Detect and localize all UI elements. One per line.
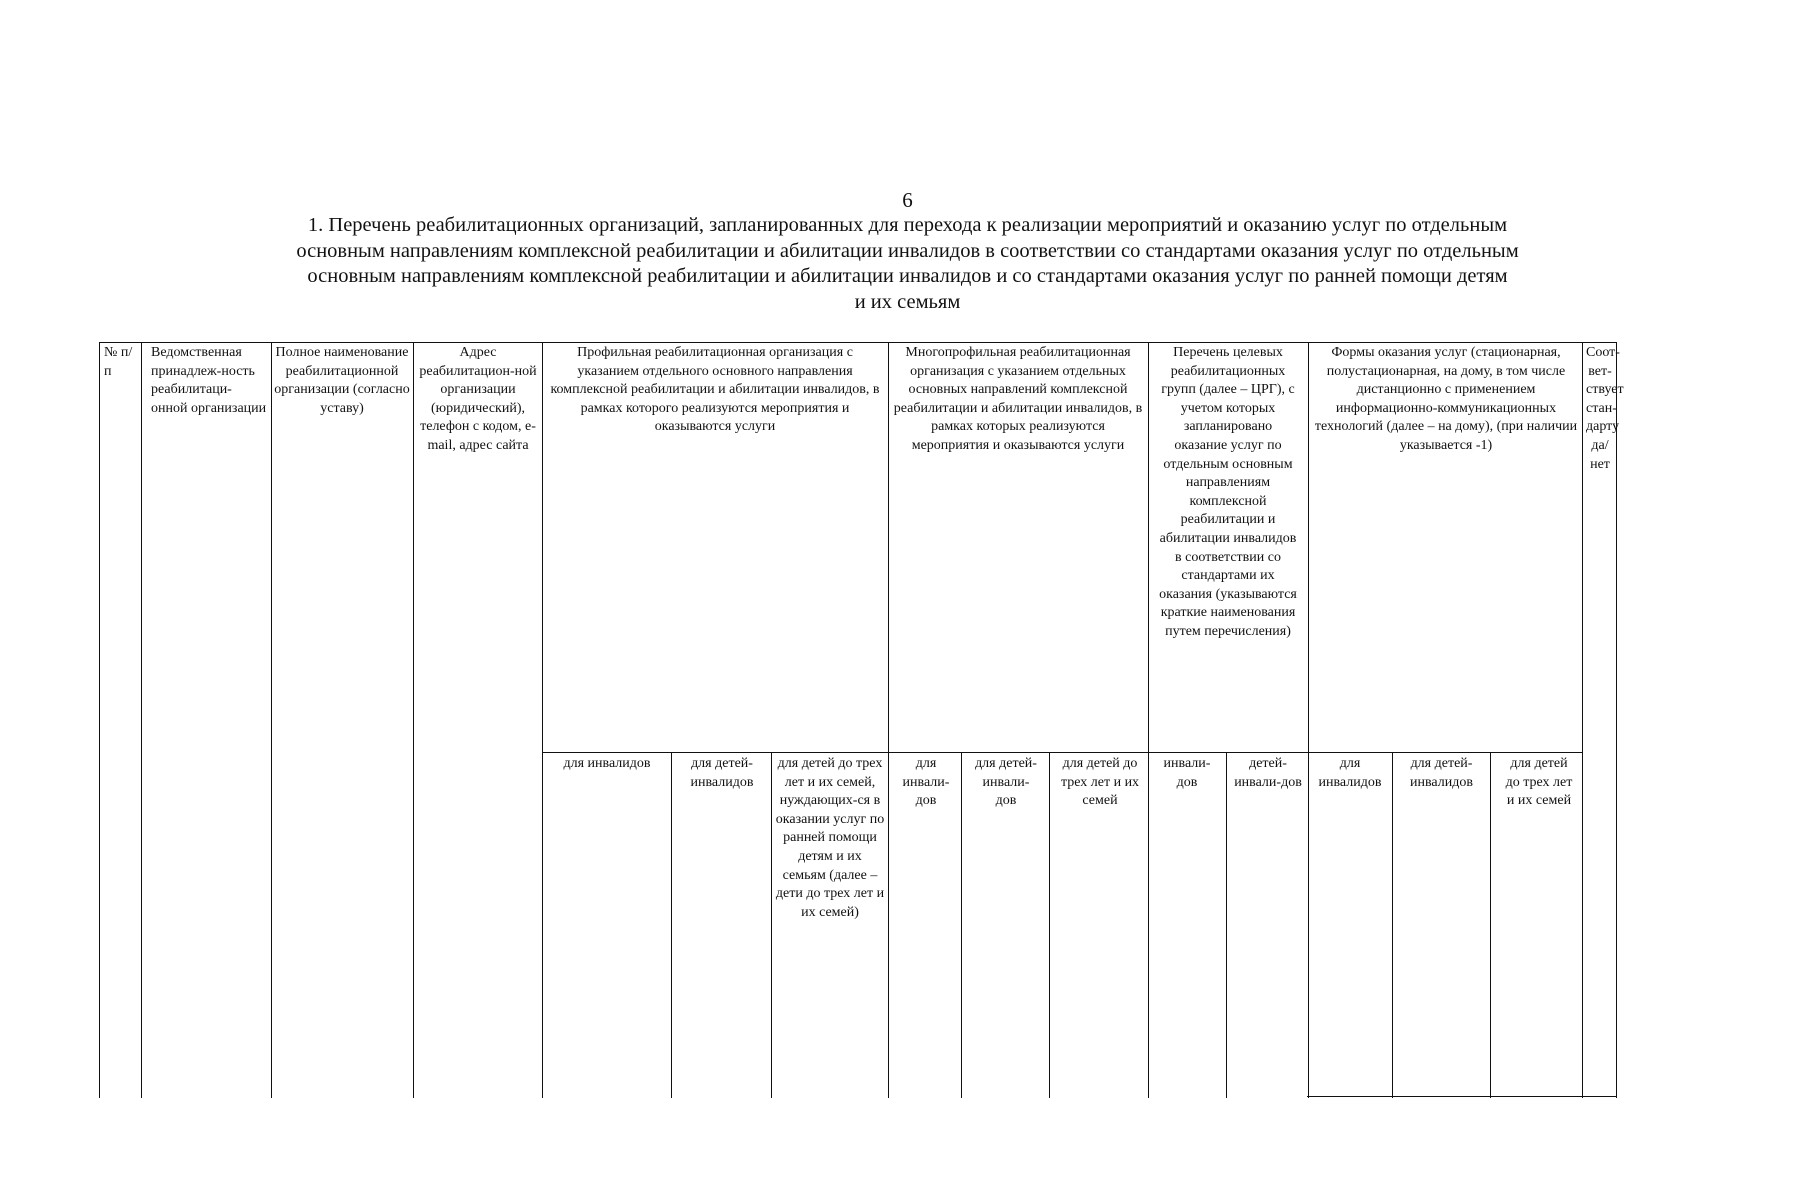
title-line-4: и их семьям — [854, 290, 961, 313]
subheader-forms-disabled-children: для детей-инвалидов — [1410, 756, 1473, 790]
col-divider-4 — [542, 342, 543, 1098]
col-divider-3 — [413, 342, 414, 1098]
header-target-groups: Перечень целевых реабилитационных групп (далее – ЦРГ), с учетом которых запланировано оказание услуг по отдельным основным направлениям комплексной реабилитации и абилитации инвалидов в соответствии со стандартами их оказания (указываются краткие наименования путем перечисления) — [1159, 345, 1297, 639]
subheader-multi-disabled: для инвали-дов — [902, 756, 950, 809]
sub-divider-multi-1 — [961, 752, 962, 1098]
header-complies-standard: Соот-вет-ствует стан-дарту да/ нет — [1586, 345, 1624, 472]
subheader-divider-profile-multi-target — [542, 752, 1308, 753]
subheader-target-disabled-children: детей-инвали-дов — [1234, 756, 1302, 790]
col-divider-1 — [141, 342, 142, 1098]
sub-divider-profile-1 — [671, 752, 672, 1098]
sub-divider-target — [1226, 752, 1227, 1098]
col-divider-7 — [1308, 342, 1309, 1098]
header-address: Адрес реабилитацион-ной организации (юридический), телефон с кодом, e-mail, адрес сайта — [419, 345, 537, 453]
subheader-profile-disabled-children: для детей-инвалидов — [690, 756, 754, 790]
subheader-forms-early: для детей до трех лет и их семей — [1505, 756, 1573, 809]
sub-divider-multi-2 — [1049, 752, 1050, 1098]
subheader-profile-early-help: для детей до трех лет и их семей, нуждающих-ся в оказании услуг по ранней помощи детям и их семьям (далее – дети до трех лет и их семей) — [775, 756, 885, 920]
subheader-profile-disabled: для инвалидов — [563, 756, 651, 771]
organizations-table — [99, 342, 1624, 1098]
sub-divider-forms-2 — [1490, 752, 1491, 1098]
title-line-3: основным направлениям комплексной реабилитации и абилитации инвалидов и со стандартами оказания услуг по ранней помощи детям — [307, 265, 1508, 287]
col-divider-2 — [271, 342, 272, 1098]
col-divider-5 — [888, 342, 889, 1098]
table-left-border — [99, 342, 100, 1098]
subheader-multi-disabled-children: для детей-инвали-дов — [975, 756, 1037, 809]
col-divider-6 — [1148, 342, 1149, 1098]
header-service-forms: Формы оказания услуг (стационарная, полустационарная, на дому, в том числе дистанционно с применением информационно-коммуникационных технологий (далее – на дому), (при наличии указывается -1) — [1314, 345, 1578, 453]
sub-divider-forms-1 — [1392, 752, 1393, 1098]
header-multiprofile-organization: Многопрофильная реабилитационная организация с указанием отдельных основных направлений комплексной реабилитации и абилитации инвалидов, в рамках которых реализуются мероприятия и оказываются услуги — [893, 345, 1143, 453]
table-top-border — [99, 342, 1617, 343]
subheader-target-disabled: инвали-дов — [1163, 756, 1211, 790]
table-right-border — [1616, 342, 1617, 1098]
title-line-2: основным направлениям комплексной реабилитации и абилитации инвалидов в соответствии со стандартами оказания услуг по отдельным — [296, 239, 1519, 262]
subheader-multi-early: для детей до трех лет и их семей — [1060, 756, 1140, 809]
document-title — [240, 213, 1575, 315]
header-affiliation: Ведомственная принадлеж-ность реабилитаци-онной организации — [151, 345, 267, 416]
title-line-1: 1. Перечень реабилитационных организаций, запланированных для перехода к реализации мероприятий и оказанию услуг по отдельным — [307, 214, 1508, 236]
header-number: № п/п — [104, 345, 133, 379]
subheader-forms-disabled: для инвалидов — [1318, 756, 1382, 790]
page-number: 6 — [902, 188, 913, 212]
header-full-name: Полное наименование реабилитационной организации (согласно уставу) — [274, 345, 410, 416]
subheader-divider-forms — [1308, 752, 1582, 753]
sub-divider-profile-2 — [771, 752, 772, 1098]
forms-bottom-border — [1307, 1096, 1617, 1097]
header-profile-organization: Профильная реабилитационная организация с указанием отдельного основного направления комплексной реабилитации и абилитации инвалидов, в рамках которого реализуются мероприятия и оказываются услуги — [550, 345, 880, 435]
col-divider-8 — [1582, 342, 1583, 1098]
